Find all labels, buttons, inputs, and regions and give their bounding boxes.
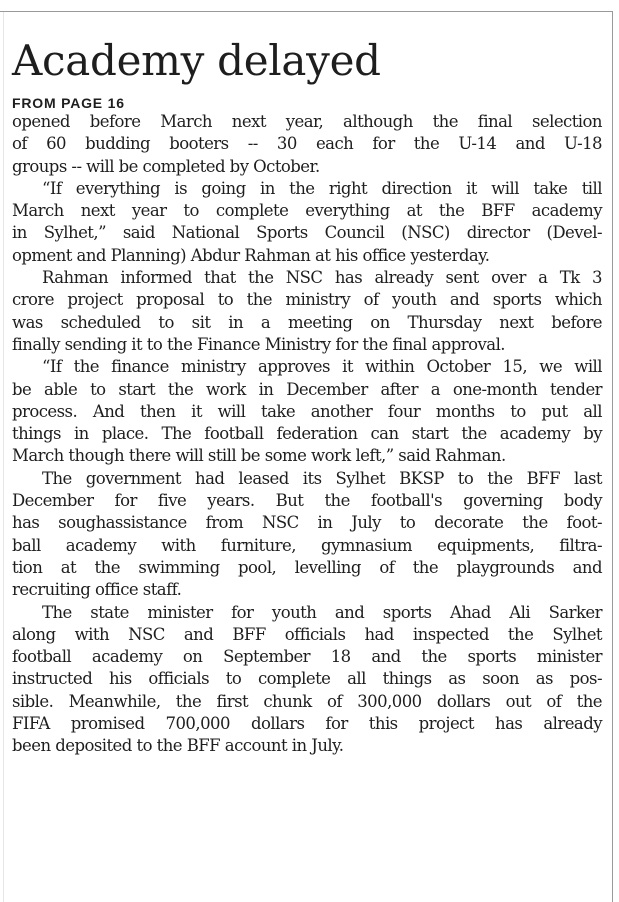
body-line: FIFA promised 700,000 dollars for this project has already [12,714,602,734]
jump-line: FROM PAGE 16 [12,95,125,111]
body-line: March though there will still be some work left,” said Rahman. [12,446,506,466]
article-body [12,111,602,758]
body-line: tion at the swimming pool, levelling of the playgrounds and [12,557,602,577]
body-line: in Sylhet,” said National Sports Council (NSC) director (Devel- [12,223,602,243]
body-line: finally sending it to the Finance Ministry for the final approval. [12,334,505,354]
body-line: has soughassistance from NSC in July to decorate the foot- [12,513,602,533]
right-border-rule [612,11,613,902]
body-line: “If the finance ministry approves it within October 15, we will [42,357,602,377]
body-line: sible. Meanwhile, the first chunk of 300,000 dollars out of the [12,691,602,711]
body-line: was scheduled to sit in a meeting on Thursday next before [12,312,602,332]
body-line: March next year to complete everything at the BFF academy [12,201,602,221]
body-line: The government had leased its Sylhet BKSP to the BFF last [42,468,602,488]
news-article [12,30,602,758]
body-line: Rahman informed that the NSC has already sent over a Tk 3 [42,268,602,288]
body-line: “If everything is going in the right direction it will take till [42,178,602,198]
body-line: opment and Planning) Abdur Rahman at his office yesterday. [12,245,490,265]
body-line: been deposited to the BFF account in July. [12,736,344,756]
body-line: groups -- will be completed by October. [12,156,320,176]
body-line: opened before March next year, although the final selection [12,112,602,131]
body-line: of 60 budding booters -- 30 each for the U-14 and U-18 [12,134,602,154]
body-line: recruiting office staff. [12,580,182,600]
body-line: be able to start the work in December after a one-month tender [12,379,602,399]
body-line: December for five years. But the football's governing body [12,491,602,511]
body-line: ball academy with furniture, gymnasium equipments, filtra- [12,535,602,555]
body-line: The state minister for youth and sports Ahad Ali Sarker [42,602,602,622]
body-line: along with NSC and BFF officials had inspected the Sylhet [12,624,602,644]
left-border-rule [3,12,4,902]
body-line: things in place. The football federation can start the academy by [12,424,602,444]
body-line: football academy on September 18 and the sports minister [12,647,602,667]
top-border-rule [0,11,612,12]
body-line: process. And then it will take another four months to put all [12,401,602,421]
body-line: crore project proposal to the ministry of youth and sports which [12,290,602,310]
article-headline: Academy delayed [12,36,381,85]
body-line: instructed his officials to complete all things as soon as pos- [12,669,602,689]
